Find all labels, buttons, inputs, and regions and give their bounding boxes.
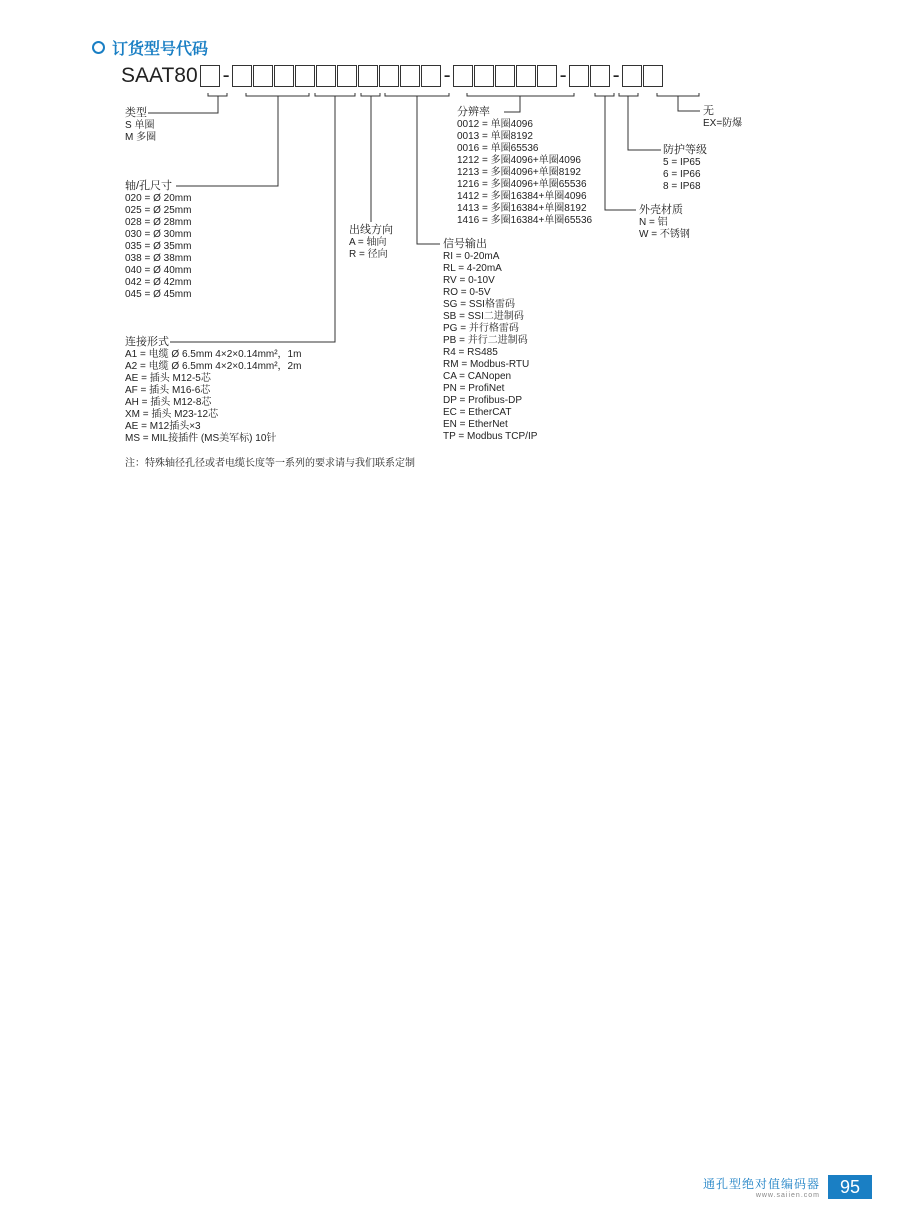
group-line: R = 径向 xyxy=(349,249,388,260)
group-line: 0012 = 单圈4096 xyxy=(457,119,533,130)
group-line: 1413 = 多圈16384+单圈8192 xyxy=(457,203,587,214)
code-dash: - xyxy=(222,64,230,87)
leader-shaft xyxy=(176,96,278,186)
code-prefix: SAAT80 xyxy=(121,64,198,87)
group-heading: 无 xyxy=(703,105,714,117)
group-heading: 出线方向 xyxy=(349,224,393,236)
group-line: 1213 = 多圈4096+单圈8192 xyxy=(457,167,581,178)
bracket xyxy=(385,93,449,96)
bracket xyxy=(467,93,574,96)
group-line: A2 = 电缆 Ø 6.5mm 4×2×0.14mm²，2m xyxy=(125,361,302,372)
footer-title: 通孔型绝对值编码器 xyxy=(702,1177,820,1191)
group-line: 1212 = 多圈4096+单圈4096 xyxy=(457,155,581,166)
group-line: EX=防爆 xyxy=(703,118,743,129)
group-signal xyxy=(443,238,537,443)
group-line: SB = SSI二进制码 xyxy=(443,311,524,322)
group-line: DP = Profibus-DP xyxy=(443,395,523,406)
leader-protection xyxy=(628,96,661,150)
group-line: EN = EtherNet xyxy=(443,419,508,430)
group-line: 0016 = 单圈65536 xyxy=(457,143,539,154)
group-line: 8 = IP68 xyxy=(663,181,701,192)
group-line: XM = 插头 M23-12芯 xyxy=(125,409,219,420)
group-connection xyxy=(125,336,301,445)
group-line: 5 = IP65 xyxy=(663,157,701,168)
group-line: CA = CANopen xyxy=(443,371,512,382)
group-line: 6 = IP66 xyxy=(663,169,701,180)
group-heading: 信号输出 xyxy=(443,238,487,250)
group-heading: 轴/孔尺寸 xyxy=(125,180,173,192)
page-number: 95 xyxy=(828,1175,872,1199)
group-line: 1412 = 多圈16384+单圈4096 xyxy=(457,191,587,202)
bracket xyxy=(361,93,380,96)
group-protection xyxy=(663,144,707,193)
leader-housing xyxy=(605,96,636,210)
group-line: 038 = Ø 38mm xyxy=(125,253,192,264)
group-line: 1416 = 多圈16384+单圈65536 xyxy=(457,215,593,226)
group-line: MS = MIL接插件 (MS美军标) 10针 xyxy=(125,433,277,444)
group-heading: 分辨率 xyxy=(457,106,490,118)
group-type xyxy=(125,107,156,144)
footnote: 注：特殊轴径孔径或者电缆长度等一系列的要求请与我们联系定制 xyxy=(125,458,415,469)
group-heading: 连接形式 xyxy=(125,336,169,348)
group-line: EC = EtherCAT xyxy=(443,407,512,418)
group-line: 045 = Ø 45mm xyxy=(125,289,192,300)
bracket xyxy=(595,93,614,96)
group-line: PG = 并行格雷码 xyxy=(443,323,519,334)
section-title-text: 订货型号代码 xyxy=(112,40,209,58)
group-line: N = 铝 xyxy=(639,217,668,228)
group-line: 030 = Ø 30mm xyxy=(125,229,192,240)
bracket xyxy=(619,93,638,96)
group-heading: 防护等级 xyxy=(663,144,707,156)
group-line: A = 轴向 xyxy=(349,237,387,248)
page-footer xyxy=(703,1175,872,1199)
group-outlet xyxy=(349,224,393,261)
group-line: RL = 4-20mA xyxy=(443,263,502,274)
group-heading: 外壳材质 xyxy=(639,204,683,216)
group-line: 0013 = 单圈8192 xyxy=(457,131,533,142)
code-dash: - xyxy=(612,64,620,87)
bracket xyxy=(657,93,699,96)
group-line: RM = Modbus-RTU xyxy=(443,359,530,370)
group-line: SG = SSI格雷码 xyxy=(443,299,515,310)
group-line: 025 = Ø 25mm xyxy=(125,205,192,216)
group-line: R4 = RS485 xyxy=(443,347,498,358)
code-dash: - xyxy=(443,64,451,87)
code-dash: - xyxy=(559,64,567,87)
group-line: AF = 插头 M16-6芯 xyxy=(125,385,211,396)
group-line: 042 = Ø 42mm xyxy=(125,277,192,288)
group-line: AE = 插头 M12-5芯 xyxy=(125,373,211,384)
group-line: RI = 0-20mA xyxy=(443,251,500,262)
leader-conn xyxy=(170,96,335,342)
group-line: 1216 = 多圈4096+单圈65536 xyxy=(457,179,587,190)
bracket xyxy=(246,93,309,96)
group-line: PB = 并行二进制码 xyxy=(443,335,528,346)
group-line: W = 不锈钢 xyxy=(639,229,690,240)
group-line: RO = 0-5V xyxy=(443,287,491,298)
group-line: M 多圈 xyxy=(125,132,157,143)
footer-website: www.saiien.com xyxy=(755,1192,820,1199)
group-line: AH = 插头 M12-8芯 xyxy=(125,397,212,408)
group-line: PN = ProfiNet xyxy=(443,383,505,394)
group-shaft xyxy=(125,180,191,301)
bracket xyxy=(208,93,227,96)
group-line: 035 = Ø 35mm xyxy=(125,241,192,252)
group-line: 040 = Ø 40mm xyxy=(125,265,192,276)
group-line: A1 = 电缆 Ø 6.5mm 4×2×0.14mm²，1m xyxy=(125,349,302,360)
group-explosion xyxy=(703,105,742,130)
group-heading: 类型 xyxy=(125,107,147,119)
group-line: RV = 0-10V xyxy=(443,275,495,286)
group-line: S 单圈 xyxy=(125,120,155,131)
bracket xyxy=(315,93,355,96)
group-line: 028 = Ø 28mm xyxy=(125,217,192,228)
group-line: TP = Modbus TCP/IP xyxy=(443,431,538,442)
leader-type xyxy=(148,96,218,113)
group-line: 020 = Ø 20mm xyxy=(125,193,192,204)
group-line: AE = M12插头×3 xyxy=(125,421,201,432)
group-housing xyxy=(639,204,690,241)
leader-explosion xyxy=(678,96,700,111)
group-resolution xyxy=(457,106,592,227)
leader-signal xyxy=(417,96,440,244)
